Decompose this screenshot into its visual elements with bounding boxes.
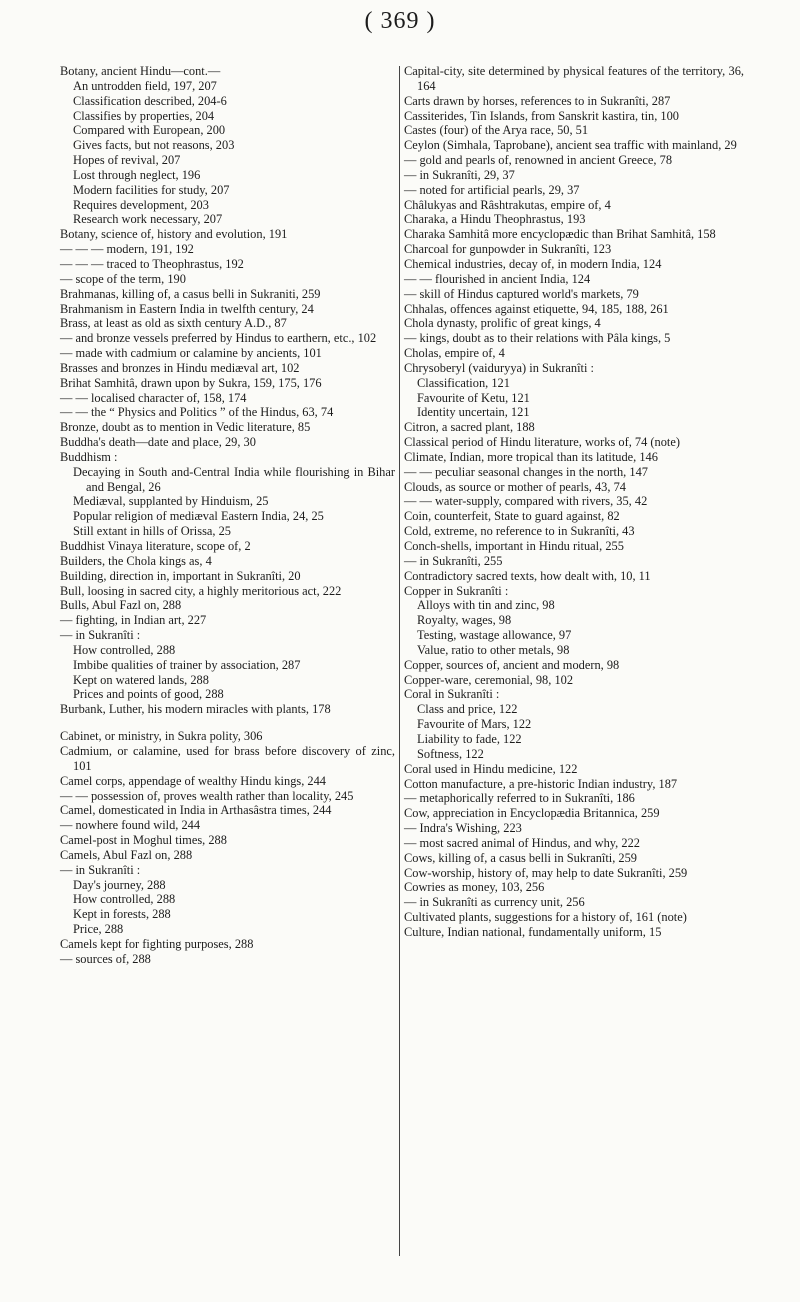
index-entry: — noted for artificial pearls, 29, 37 xyxy=(404,182,580,197)
index-entry: Castes (four) of the Arya race, 50, 51 xyxy=(404,123,589,138)
index-entry: Cow, appreciation in Encyclopædia Britannica, 259 xyxy=(404,806,660,821)
index-entry: — — possession of, proves wealth rather than locality, 245 xyxy=(60,788,354,803)
index-entry: Ceylon (Simhala, Taprobane), ancient sea traffic with mainland, 29 xyxy=(404,138,737,153)
index-entry: Cows, killing of, a casus belli in Sukranîti, 259 xyxy=(404,850,637,865)
index-entry: Hopes of revival, 207 xyxy=(73,153,181,168)
index-entry: Cotton manufacture, a pre-historic Indian industry, 187 xyxy=(404,776,678,791)
index-entry: Chemical industries, decay of, in modern India, 124 xyxy=(404,256,662,271)
index-entry: Coral used in Hindu medicine, 122 xyxy=(404,761,578,776)
index-entry: — kings, doubt as to their relations with Pâla kings, 5 xyxy=(404,331,671,346)
index-entry: Popular religion of mediæval Eastern India, 24, 25 xyxy=(73,509,324,524)
index-entry: Gives facts, but not reasons, 203 xyxy=(73,138,235,153)
index-entry: — in Sukranîti : xyxy=(60,628,141,643)
index-entry: Charaka Samhitâ more encyclopædic than Brihat Samhitâ, 158 xyxy=(404,227,716,242)
index-entry: Camels kept for fighting purposes, 288 xyxy=(60,936,254,951)
index-entry: Chrysoberyl (vaiduryya) in Sukranîti : xyxy=(404,360,594,375)
index-entry: Kept in forests, 288 xyxy=(73,907,171,922)
index-entry: Botany, science of, history and evolution, 191 xyxy=(60,227,288,242)
index-entry: Contradictory sacred texts, how dealt with, 10, 11 xyxy=(404,568,651,583)
index-entry: Chhalas, offences against etiquette, 94, 185, 188, 261 xyxy=(404,301,669,316)
index-entry: Bulls, Abul Fazl on, 288 xyxy=(60,598,182,613)
index-entry: Decaying in South and-Central India while flourishing in Bihar and Bengal, 26 xyxy=(73,464,395,494)
index-entry: Modern facilities for study, 207 xyxy=(73,182,230,197)
index-entry: Copper in Sukranîti : xyxy=(404,583,509,598)
index-entry: — in Sukranîti, 29, 37 xyxy=(404,167,515,182)
index-entry: How controlled, 288 xyxy=(73,892,176,907)
page-number: ( 369 ) xyxy=(364,8,436,34)
index-entry: — made with cadmium or calamine by ancients, 101 xyxy=(60,346,322,361)
index-entry: Climate, Indian, more tropical than its latitude, 146 xyxy=(404,449,658,464)
index-entry: Prices and points of good, 288 xyxy=(73,687,224,702)
index-entry: Still extant in hills of Orissa, 25 xyxy=(73,524,231,539)
index-entry: Bronze, doubt as to mention in Vedic literature, 85 xyxy=(60,420,311,435)
index-entry: Bull, loosing in sacred city, a highly meritorious act, 222 xyxy=(60,583,342,598)
index-entry: — — — modern, 191, 192 xyxy=(60,242,194,257)
index-entry: Kept on watered lands, 288 xyxy=(73,672,209,687)
index-entry: — skill of Hindus captured world's markets, 79 xyxy=(404,286,639,301)
index-entry: Brasses and bronzes in Hindu mediæval art, 102 xyxy=(60,360,300,375)
index-entry: — nowhere found wild, 244 xyxy=(60,818,201,833)
index-entry: Research work necessary, 207 xyxy=(73,212,223,227)
index-entry: Value, ratio to other metals, 98 xyxy=(417,642,570,657)
index-entry: Classification, 121 xyxy=(417,375,510,390)
index-entry: Brahmanism in Eastern India in twelfth century, 24 xyxy=(60,301,314,316)
index-entry: Conch-shells, important in Hindu ritual, 255 xyxy=(404,539,624,553)
index-entry: — gold and pearls of, renowned in ancient Greece, 78 xyxy=(404,153,673,168)
index-entry: Compared with European, 200 xyxy=(73,123,226,138)
index-entry: Brihat Samhitâ, drawn upon by Sukra, 159, 175, 176 xyxy=(60,375,322,390)
index-entry: Cowries as money, 103, 256 xyxy=(404,880,545,895)
index-entry: Identity uncertain, 121 xyxy=(417,405,530,420)
index-entry: Cholas, empire of, 4 xyxy=(404,346,505,361)
index-entry: — in Sukranîti as currency unit, 256 xyxy=(404,895,585,910)
index-entry: Day's journey, 288 xyxy=(73,877,166,892)
index-entry: Building, direction in, important in Sukranîti, 20 xyxy=(60,568,301,583)
index-entry: Cow-worship, history of, may help to date Sukranîti, 259 xyxy=(404,865,688,880)
index-entry: Imbibe qualities of trainer by association, 287 xyxy=(73,657,301,672)
index-entry: Charaka, a Hindu Theophrastus, 193 xyxy=(404,212,586,227)
index-entry: Cassiterides, Tin Islands, from Sanskrit kastira, tin, 100 xyxy=(404,108,679,123)
index-entry: — — the “ Physics and Politics ” of the Hindus, 63, 74 xyxy=(60,405,334,420)
index-entry: — most sacred animal of Hindus, and why, 222 xyxy=(404,835,640,850)
index-entry: Classification described, 204-6 xyxy=(73,93,227,108)
index-entry: Charcoal for gunpowder in Sukranîti, 123 xyxy=(404,242,612,257)
index-entry: How controlled, 288 xyxy=(73,642,176,657)
index-entry: — scope of the term, 190 xyxy=(60,271,186,286)
index-entry: Carts drawn by horses, references to in Sukranîti, 287 xyxy=(404,93,671,108)
index-entry: Softness, 122 xyxy=(417,746,484,761)
index-entry: Clouds, as source or mother of pearls, 43, 74 xyxy=(404,479,626,494)
index-entry: Liability to fade, 122 xyxy=(417,731,522,746)
index-entry: — and bronze vessels preferred by Hindus to earthern, etc., 102 xyxy=(60,331,377,346)
index-entry: Châlukyas and Râshtrakutas, empire of, 4 xyxy=(404,197,611,212)
index-entry: Price, 288 xyxy=(73,922,124,937)
index-entry: Capital-city, site determined by physical features of the territory, 36, 164 xyxy=(404,64,744,93)
index-entry: Citron, a sacred plant, 188 xyxy=(404,420,535,435)
index-entry: Camel corps, appendage of wealthy Hindu kings, 244 xyxy=(60,773,326,788)
index-entry: Camel, domesticated in India in Arthasâstra times, 244 xyxy=(60,803,332,818)
index-entry: Botany, ancient Hindu—cont.— xyxy=(60,64,221,78)
index-entry: Cabinet, or ministry, in Sukra polity, 306 xyxy=(60,729,263,744)
index-entry: Cadmium, or calamine, used for brass before discovery of zinc, 101 xyxy=(60,743,395,773)
index-entry: Mediæval, supplanted by Hinduism, 25 xyxy=(73,494,269,509)
column-divider xyxy=(399,66,400,1256)
index-entry: — — localised character of, 158, 174 xyxy=(60,390,247,405)
index-entry: — — — traced to Theophrastus, 192 xyxy=(60,256,244,271)
index-entry: Buddha's death—date and place, 29, 30 xyxy=(60,435,256,450)
index-entry: Cultivated plants, suggestions for a history of, 161 (note) xyxy=(404,910,687,925)
index-entry: Requires development, 203 xyxy=(73,197,209,212)
index-entry: Favourite of Mars, 122 xyxy=(417,717,532,732)
index-entry: Coin, counterfeit, State to guard against, 82 xyxy=(404,509,620,524)
index-entry: Testing, wastage allowance, 97 xyxy=(417,628,572,643)
index-entry: — in Sukranîti : xyxy=(60,862,141,877)
index-entry: — in Sukranîti, 255 xyxy=(404,553,503,568)
index-entry: Cold, extreme, no reference to in Sukranîti, 43 xyxy=(404,524,635,539)
index-entry: — metaphorically referred to in Sukranîti, 186 xyxy=(404,791,635,806)
index-entry: Buddhism : xyxy=(60,449,118,464)
right-column xyxy=(404,64,744,940)
index-entry: Favourite of Ketu, 121 xyxy=(417,390,530,405)
index-entry: Buddhist Vinaya literature, scope of, 2 xyxy=(60,539,251,553)
index-entry: Chola dynasty, prolific of great kings, 4 xyxy=(404,316,601,331)
index-entry: Lost through neglect, 196 xyxy=(73,167,201,182)
index-entry: Classical period of Hindu literature, works of, 74 (note) xyxy=(404,435,680,450)
index-entry: Camels, Abul Fazl on, 288 xyxy=(60,847,193,862)
index-entry: Camel-post in Moghul times, 288 xyxy=(60,833,227,848)
index-entry: Burbank, Luther, his modern miracles with plants, 178 xyxy=(60,702,331,717)
index-entry: Builders, the Chola kings as, 4 xyxy=(60,553,212,568)
index-entry: Coral in Sukranîti : xyxy=(404,687,500,702)
index-entry: — fighting, in Indian art, 227 xyxy=(60,613,207,628)
index-entry: Copper, sources of, ancient and modern, 98 xyxy=(404,657,620,672)
index-entry: Brass, at least as old as sixth century A.D., 87 xyxy=(60,316,287,331)
index-entry: Culture, Indian national, fundamentally uniform, 15 xyxy=(404,924,662,939)
index-entry: Classifies by properties, 204 xyxy=(73,108,215,123)
index-entry: An untrodden field, 197, 207 xyxy=(73,78,217,93)
index-entry: — — peculiar seasonal changes in the north, 147 xyxy=(404,464,648,479)
index-entry: — sources of, 288 xyxy=(60,951,151,966)
index-entry: Copper-ware, ceremonial, 98, 102 xyxy=(404,672,574,687)
index-entry: — Indra's Wishing, 223 xyxy=(404,821,522,836)
index-entry: — — water-supply, compared with rivers, 35, 42 xyxy=(404,494,648,509)
left-column xyxy=(60,64,395,967)
index-entry: Royalty, wages, 98 xyxy=(417,613,512,628)
index-entry: Brahmanas, killing of, a casus belli in Sukraniti, 259 xyxy=(60,286,321,301)
index-entry: Alloys with tin and zinc, 98 xyxy=(417,598,555,613)
index-entry: — — flourished in ancient India, 124 xyxy=(404,271,591,286)
index-entry: Class and price, 122 xyxy=(417,702,518,717)
